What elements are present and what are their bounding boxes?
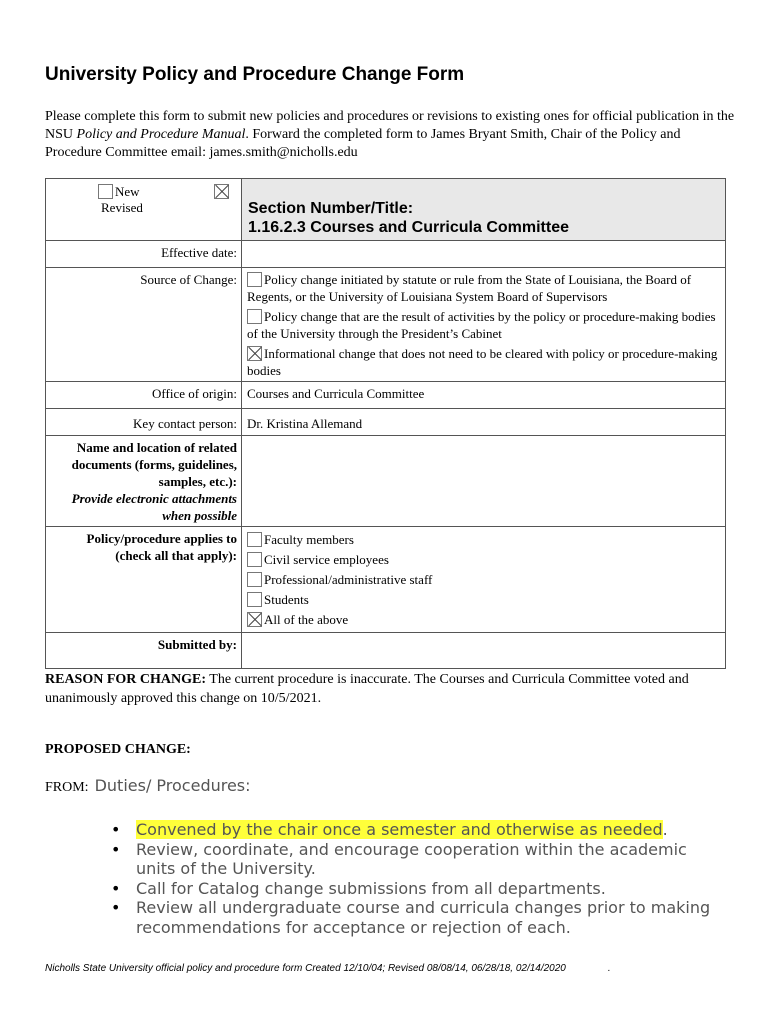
source-option-cabinet [247, 308, 720, 342]
reason-for-change [45, 670, 735, 708]
new-checkbox[interactable] [98, 184, 113, 199]
applies-option-students [247, 590, 720, 610]
footer [45, 963, 611, 974]
submitted-row [46, 633, 726, 669]
documents-row [46, 436, 726, 527]
documents-label: Name and location of related documents (forms, guidelines, samples, etc.): [71, 440, 237, 489]
duty-text: Review all undergraduate course and curricula changes prior to making recommendations for acceptance or rejection of each. [136, 898, 711, 937]
applies-options [242, 527, 726, 633]
office-label: Office of origin: [46, 382, 242, 409]
applies-option-civil [247, 550, 720, 570]
applies-row [46, 527, 726, 633]
staff-checkbox[interactable] [247, 572, 262, 587]
source-option-statute [247, 271, 720, 305]
from-line [45, 776, 251, 796]
effective-date-field[interactable] [242, 241, 726, 268]
source-options [242, 268, 726, 382]
footer-text: Nicholls State University official policy and procedure form Created 12/10/04; Revised 08/08/14, 06/28/18, 02/14/2020 [45, 963, 566, 974]
source-row [46, 268, 726, 382]
source-informational-checkbox[interactable] [247, 346, 262, 361]
intro-text-2: . Forward the completed form to James Bryant Smith, Chair of the Policy and Procedure Committee email: james.smith@nicholls.edu [45, 127, 681, 160]
duty-item [108, 898, 728, 937]
revised-label: Revised [101, 200, 143, 215]
applies-option-text: Students [264, 592, 309, 607]
duties-list [108, 820, 728, 937]
section-row [46, 179, 726, 241]
new-label: New [115, 184, 140, 199]
civil-service-checkbox[interactable] [247, 552, 262, 567]
students-checkbox[interactable] [247, 592, 262, 607]
contact-label: Key contact person: [46, 409, 242, 436]
duty-text: Review, coordinate, and encourage cooperation within the academic units of the University. [136, 839, 687, 878]
duty-item [108, 820, 728, 840]
documents-label-cell [46, 436, 242, 527]
applies-option-text: Civil service employees [264, 552, 389, 567]
effective-date-row [46, 241, 726, 268]
source-option-text: Informational change that does not need to be cleared with policy or procedure-making bodies [247, 346, 718, 378]
revised-checkbox[interactable] [214, 184, 229, 199]
section-heading: Section Number/Title: [248, 200, 414, 217]
applies-option-text: Professional/administrative staff [264, 572, 433, 587]
submitted-field[interactable] [242, 633, 726, 669]
reason-label: REASON FOR CHANGE: [45, 672, 207, 687]
source-option-text: Policy change that are the result of activities by the policy or procedure-making bodies of the University through the President’s Cabinet [247, 309, 716, 341]
source-cabinet-checkbox[interactable] [247, 309, 262, 324]
intro-text-1: Please complete this form to submit new policies and procedures or revisions to existing ones for official publication in the NSU [45, 109, 735, 142]
from-label: FROM: [45, 780, 89, 795]
effective-date-label: Effective date: [46, 241, 242, 268]
source-option-informational [247, 345, 720, 379]
contact-field[interactable]: Dr. Kristina Allemand [242, 409, 726, 436]
duty-item [108, 879, 728, 899]
source-option-text: Policy change initiated by statute or rule from the State of Louisiana, the Board of Regents, or the University of Louisiana System Board of Supervisors [247, 272, 692, 304]
duty-suffix: . [662, 820, 668, 839]
source-label: Source of Change: [46, 268, 242, 382]
source-statute-checkbox[interactable] [247, 272, 262, 287]
submitted-label: Submitted by: [46, 633, 242, 669]
form-title: University Policy and Procedure Change Form [45, 64, 465, 85]
applies-option-text: Faculty members [264, 532, 354, 547]
faculty-checkbox[interactable] [247, 532, 262, 547]
bullet-icon: • [111, 898, 121, 917]
new-revised-cell [46, 179, 242, 241]
applies-option-staff [247, 570, 720, 590]
bullet-icon: • [111, 839, 121, 859]
applies-option-all [247, 610, 720, 630]
intro-paragraph [45, 108, 735, 162]
bullet-icon: • [111, 820, 121, 839]
duties-heading: Duties/ Procedures: [94, 776, 251, 795]
office-row [46, 382, 726, 409]
documents-note: Provide electronic attachments when possible [71, 491, 237, 523]
section-cell [242, 179, 726, 241]
office-field[interactable]: Courses and Curricula Committee [242, 382, 726, 409]
proposed-change-heading: PROPOSED CHANGE: [45, 742, 191, 757]
footer-end: . [607, 963, 611, 974]
duty-item [108, 840, 728, 879]
duty-text: Convened by the chair once a semester and otherwise as needed [136, 820, 663, 839]
bullet-icon: • [111, 878, 121, 898]
manual-name: Policy and Procedure Manual [76, 127, 246, 142]
section-value[interactable]: 1.16.2.3 Courses and Curricula Committee [248, 219, 569, 236]
all-checkbox[interactable] [247, 612, 262, 627]
reason-text: The current procedure is inaccurate. The Courses and Curricula Committee voted and unanimously approved this change on 10/5/2021. [45, 672, 689, 706]
duty-text: Call for Catalog change submissions from all departments. [136, 878, 606, 898]
applies-option-faculty [247, 530, 720, 550]
documents-field[interactable] [242, 436, 726, 527]
contact-row [46, 409, 726, 436]
applies-label: Policy/procedure applies to (check all that apply): [46, 527, 242, 633]
change-form-table [45, 178, 726, 669]
applies-option-text: All of the above [264, 612, 349, 627]
